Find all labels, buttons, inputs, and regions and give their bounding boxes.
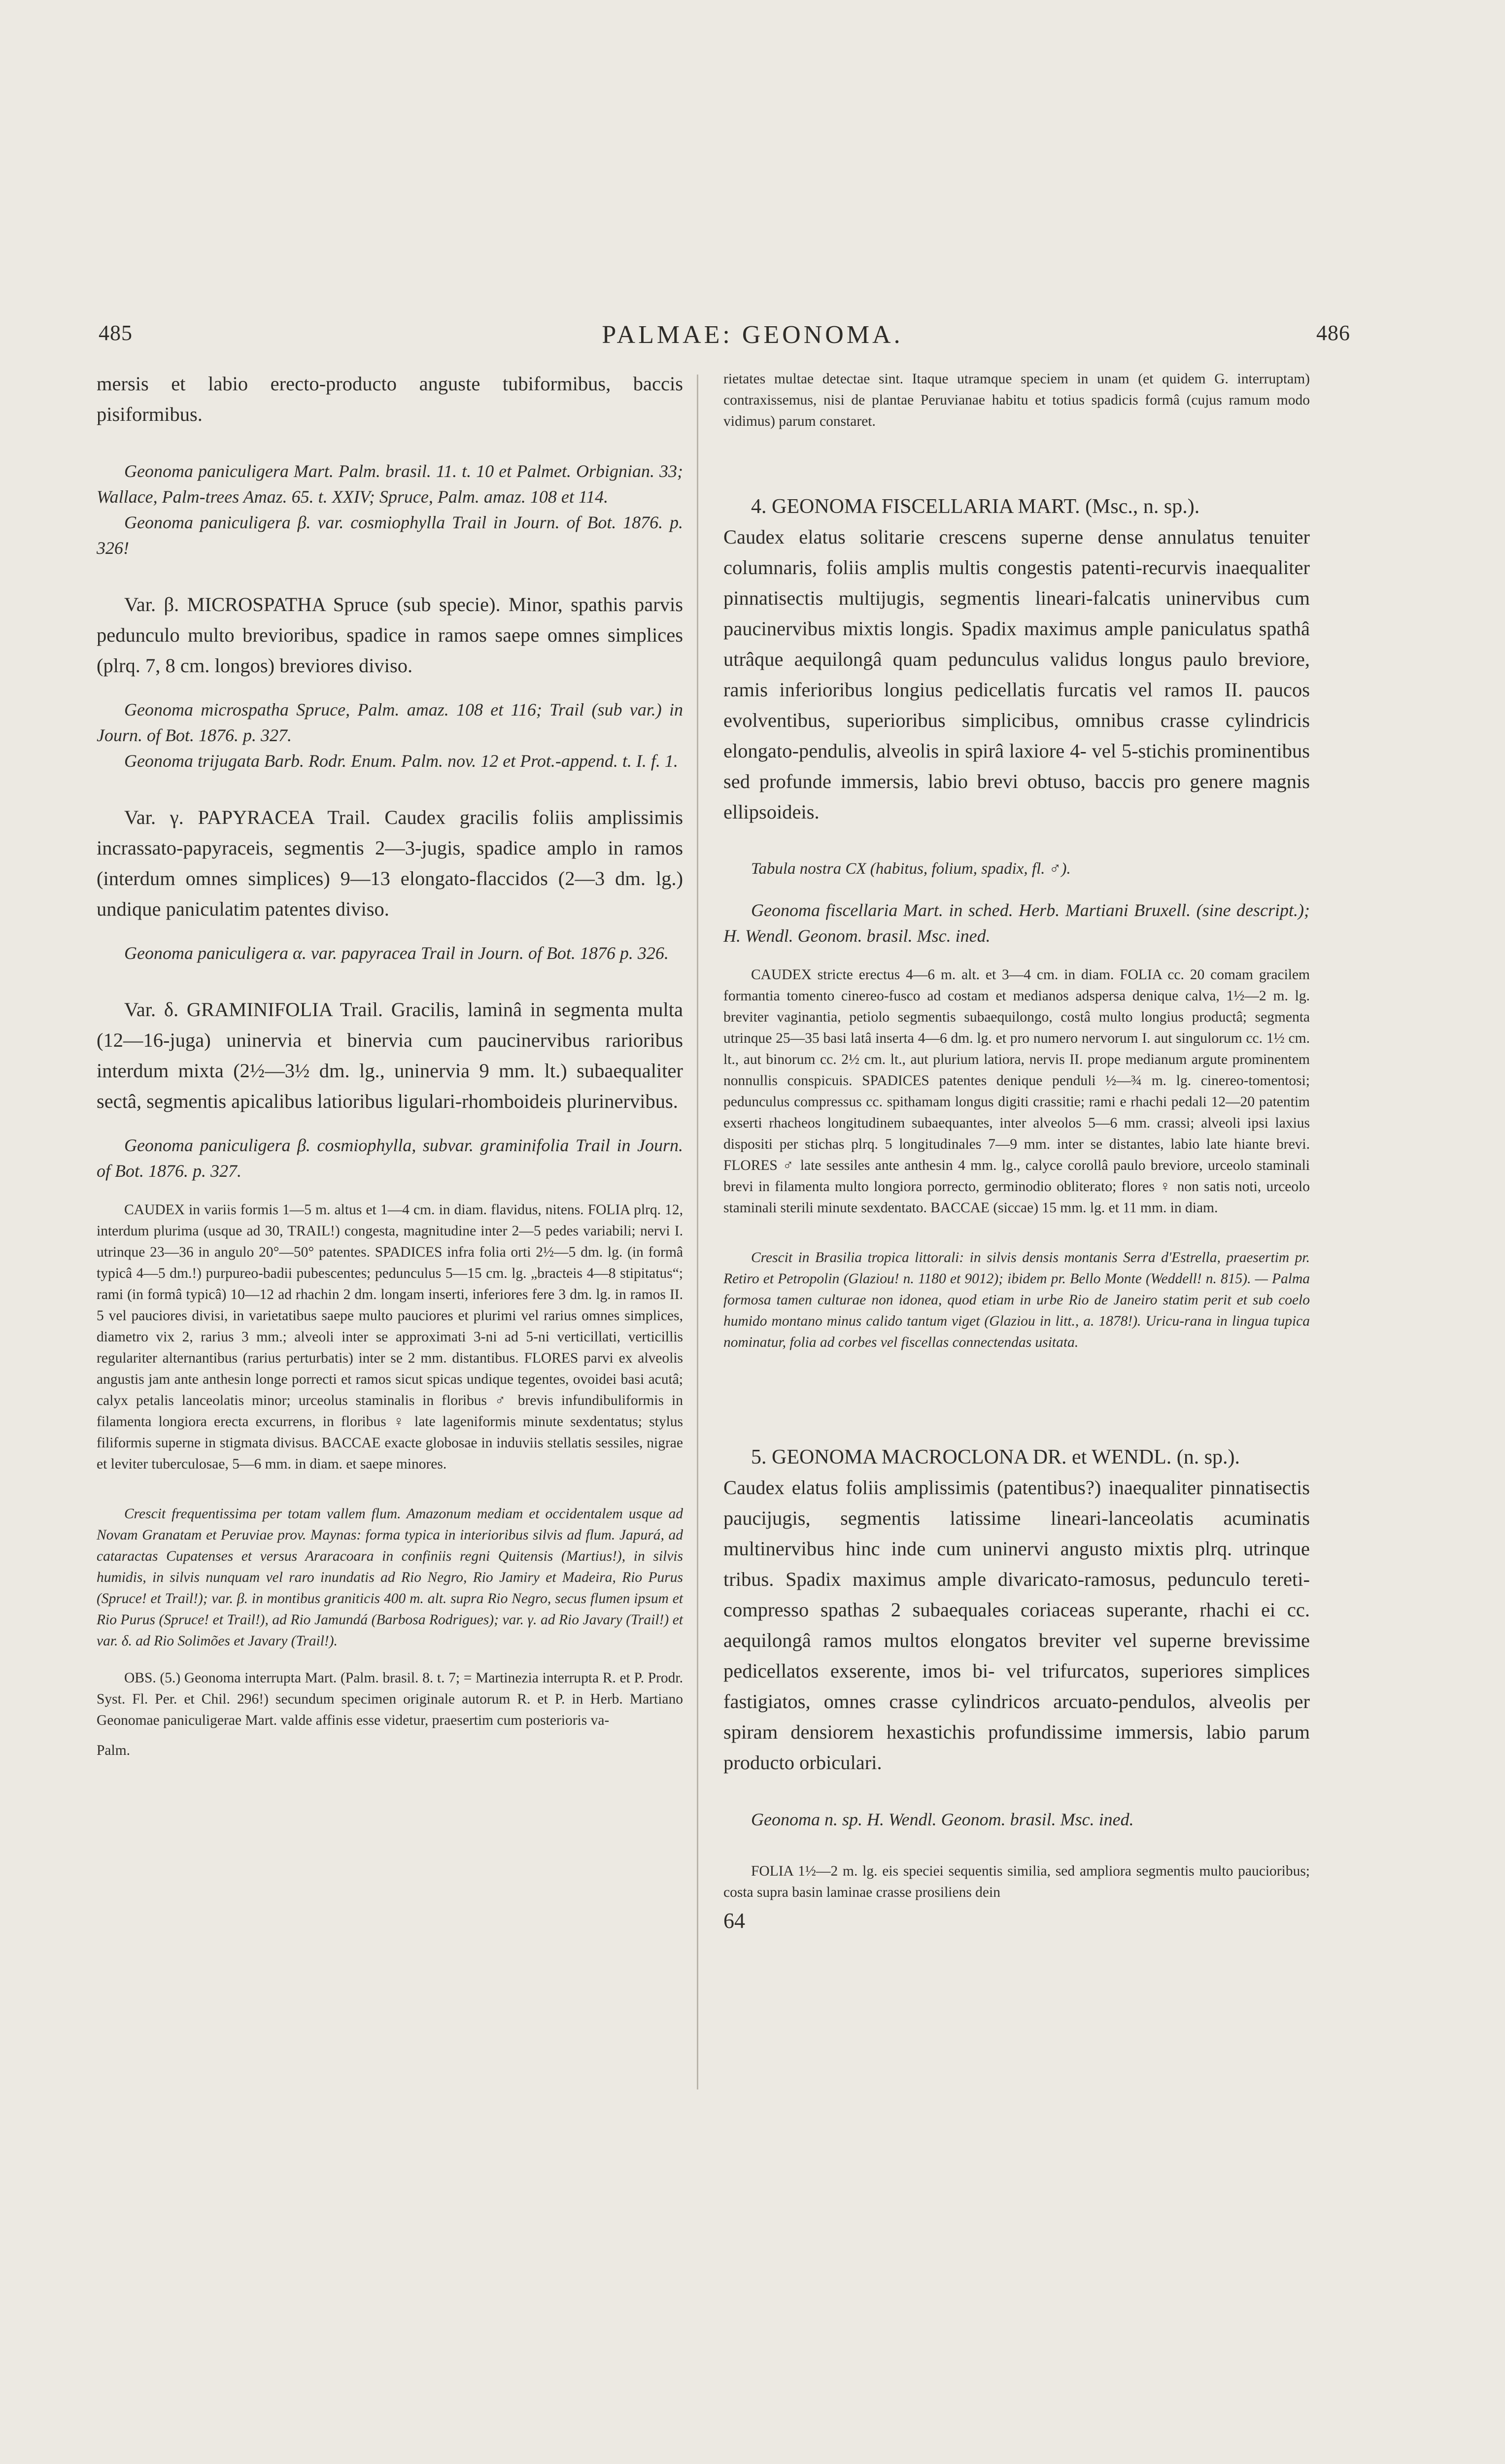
plate-reference: Tabula nostra CX (habitus, folium, spadix, fl. ♂). xyxy=(751,860,1071,878)
distribution-text: Crescit in Brasilia tropica littorali: in silvis densis montanis Serra d'Estrella, praesertim pr. Retiro et Petropolin (Glaziou! n. 1180 et 9012); ibidem pr. Bello Monte (Weddell! n. 815). — Palma formosa tamen culturae non idonea, quod etiam in urbe Rio de Janeiro statim perit et sub coelo humido montano minus calido tantum viget (Glaziou in litt., a. 1878!). Uricu-rana in lingua tupica nominatur, folia ad corbes vel fiscellas connectendas usitata. xyxy=(723,1250,1310,1350)
synonymy: Geonoma paniculigera Mart. Palm. brasil. 11. t. 10 et Palmet. Orbignian. 33; Wallace, Palm-trees Amaz. 65. t. XXIV; Spruce, Palm. amaz. 108 et 114. xyxy=(97,461,683,507)
continuation-word: Palm. xyxy=(97,1743,131,1758)
left-column xyxy=(97,369,683,1761)
paragraph: mersis et labio erecto-producto anguste tubiformibus, baccis pisiformibus. xyxy=(97,373,683,425)
page-number-left: 485 xyxy=(99,321,133,345)
page-number-right: 486 xyxy=(1316,321,1350,345)
signature-number: 64 xyxy=(723,1909,745,1933)
paragraph: rietates multae detectae sint. Itaque utramque speciem in unam (et quidem G. interruptam) contraxissemus, nisi de plantae Peruvianae habitu et totius spadicis formâ (cujus ramum modo vidimus) parum constaret. xyxy=(723,371,1310,429)
species-diagnosis: Caudex elatus solitarie crescens superne dense annulatus tenuiter columnaris, foliis amplis multis congestis patenti-recurvis inaequaliter pinnatisectis multijugis, segmentis lineari-falcatis uninervibus cum paucinervibus mixtis longis. Spadix maximus ample paniculatus spathâ utrâque aequilongâ quam pedunculus validus longus paulo breviore, ramis inferioribus longius pedicellatis furcatis vel ramos II. paucos evolventibus, superioribus simplicibus, omnibus crasse cylindricis elongato-pendulis, alveolis in spirâ laxiore 4- vel 5-stichis prominentibus sed profunde immersis, labio brevi obtuso, baccis pro genere magnis ellipsoideis. xyxy=(723,526,1310,823)
synonymy: Geonoma paniculigera α. var. papyracea Trail in Journ. of Bot. 1876 p. 326. xyxy=(124,943,669,963)
variety-description: Var. γ. PAPYRACEA Trail. Caudex gracilis foliis amplissimis incrassato-papyraceis, segmentis 2—3-jugis, spadice amplo in ramos (interdum omnes simplices) 9—13 elongato-flaccidos (2—3 dm. lg.) undique paniculatim patentes diviso. xyxy=(97,806,683,920)
observation-note: OBS. (5.) Geonoma interrupta Mart. (Palm. brasil. 8. t. 7; = Martinezia interrupta R. et P. Prodr. Syst. Fl. Per. et Chil. 296!) secundum specimen originale autorum R. et P. in Herb. Martiano Geonomae paniculigerae Mart. valde affinis esse videtur, praesertim cum posterioris va- xyxy=(97,1670,683,1728)
synonymy: Geonoma fiscellaria Mart. in sched. Herb. Martiani Bruxell. (sine descript.); H. Wendl. Geonom. brasil. Msc. ined. xyxy=(723,900,1310,946)
morphology-text: FOLIA 1½—2 m. lg. eis speciei sequentis similia, sed ampliora segmentis multo paucioribus; costa supra basin laminae crasse prosiliens dein xyxy=(723,1863,1310,1900)
synonymy: Geonoma paniculigera β. var. cosmiophylla Trail in Journ. of Bot. 1876. p. 326! xyxy=(97,513,683,558)
running-title: PALMAE: GEONOMA. xyxy=(602,321,903,349)
column-divider xyxy=(697,375,698,2089)
synonymy: Geonoma paniculigera β. cosmiophylla, subvar. graminifolia Trail in Journ. of Bot. 1876. p. 327. xyxy=(97,1135,683,1181)
distribution-text: Crescit frequentissima per totam vallem flum. Amazonum mediam et occidentalem usque ad Novam Granatam et Peruviae prov. Maynas: forma typica in interioribus silvis ad flum. Japurá, ad cataractas Cupatenses et versus Araracoara in confiniis regni Quitensis (Martius!), in silvis humidis, in silvis nunquam vel raro inundatis ad Rio Negro, Rio Jamiry et Madeira, Rio Purus (Spruce! et Trail!); var. β. in montibus graniticis 400 m. alt. supra Rio Negro, secus flumen ipsum et Rio Purus (Spruce! et Trail!), ad Rio Jamundá (Barbosa Rodrigues); var. γ. ad Rio Javary (Trail!) et var. δ. ad Rio Solimões et Javary (Trail!). xyxy=(97,1506,683,1649)
species-heading: 4. GEONOMA FISCELLARIA MART. (Msc., n. sp.). xyxy=(751,495,1200,518)
morphology-text: CAUDEX in variis formis 1—5 m. altus et 1—4 cm. in diam. flavidus, nitens. FOLIA plrq. 12, interdum plurima (usque ad 30, TRAIL!) congesta, magnitudine inter 2—5 pedes variabili; nervi I. utrinque 23—36 in angulo 20°—50° patentes. SPADICES infra folia orti 2½—5 dm. lg. (in formâ typicâ 4—5 dm.!) purpureo-badii pubescentes; pedunculus 5—15 cm. lg. „bracteis 4—8 stipitatus“; rami (in formâ typicâ) 10—12 ad rhachin 2 dm. longam inserti, inferiores fere 3 dm. lg. in ramos II. 5 vel pauciores divisi, in varietatibus saepe multo pauciores et plurimi vel rarius omnes simplices, diametro vix 2, rarius 3 mm.; alveoli inter se approximati 3-ni ad 5-ni verticillati, verticillis regulariter alternantibus (rarius perturbatis) inter se 2 mm. distantibus. FLORES parvi ex alveolis angustis jam ante anthesin longe porrecti et ramos sicut spicas undique tegentes, ovoidei basi acutâ; calyx petalis lanceolatis minor; urceolus staminalis in floribus ♂ brevis infundibuliformis in filamenta longiora erecta excurrens, in floribus ♀ late lageniformis minute sexdentatus; stylus filiformis superne in stigmata divisus. BACCAE exacte globosae in induviis stellatis sessiles, nigrae et leviter tuberculosae, 5—6 mm. in diam. et saepe minores. xyxy=(97,1202,683,1472)
right-column xyxy=(723,369,1310,1935)
species-heading: 5. GEONOMA MACROCLONA DR. et WENDL. (n. sp.). xyxy=(751,1446,1240,1469)
variety-description: Var. β. MICROSPATHA Spruce (sub specie). Minor, spathis parvis pedunculo multo brevioribus, spadice in ramos saepe omnes simplices (plrq. 7, 8 cm. longos) breviores diviso. xyxy=(97,593,683,677)
synonymy: Geonoma n. sp. H. Wendl. Geonom. brasil. Msc. ined. xyxy=(751,1810,1134,1829)
synonymy: Geonoma trijugata Barb. Rodr. Enum. Palm. nov. 12 et Prot.-append. t. I. f. 1. xyxy=(124,751,678,771)
species-diagnosis: Caudex elatus foliis amplissimis (patentibus?) inaequaliter pinnatisectis paucijugis, segmentis latissime lineari-lanceolatis acuminatis multinervibus hinc inde cum uninervi angusto mixtis plrq. utrinque tribus. Spadix maximus ample divaricato-ramosus, pedunculo tereti-compresso spathas 2 subaequales coriaceas superante, rhachi ei cc. aequilongâ ramos multos elongatos breviter vel superne brevissime pedicellatos exserente, imos bi- vel trifurcatos, superiores simplices fastigiatos, omnes crasse cylindricos arcuato-pendulos, alveolis per spiram densiorem hexastichis profundissime immersis, labio parum producto orbiculari. xyxy=(723,1476,1310,1774)
morphology-text: CAUDEX stricte erectus 4—6 m. alt. et 3—4 cm. in diam. FOLIA cc. 20 comam gracilem formantia tomento cinereo-fusco ad costam et medianos adspersa denique calva, 1½—2 m. lg. breviter vaginantia, petiolo segmentis subaequilongo, costâ multo longius productâ; segmenta utrinque 25—35 basi latâ inserta 4—6 dm. lg. et pro numero nervorum I. aut singulorum cc. 1½ cm. lt., aut binorum cc. 2½ cm. lt., aut plurium latiora, nervis II. prope medianum argute prominentem nonnullis conspicuis. SPADICES patentes denique penduli ½—¾ m. lg. cinereo-tomentosi; pedunculus compressus cc. spithamam longus digiti crassitie; rami e rhachi pedali 12—20 patentim exserti rhacheos longitudinem subaequantes, inter alveolos 5—6 mm. crassi; alveoli ipsi laxius dispositi per stichas plrq. 5 longitudinales 7—9 mm. inter se distantes, labio late hiante brevi. FLORES ♂ late sessiles ante anthesin 4 mm. lg., calyce corollâ paulo breviore, urceolo staminali brevi in filamenta multo longiora porrecto, germinodio obliterato; flores ♀ non satis noti, urceolo staminali sterili minute sexdentato. BACCAE (siccae) 15 mm. lg. et 11 mm. in diam. xyxy=(723,967,1310,1216)
variety-description: Var. δ. GRAMINIFOLIA Trail. Gracilis, laminâ in segmenta multa (12—16-juga) uninervia et binervia cum paucinervibus rarioribus interdum mixta (2½—3½ dm. lg., uninervia 9 mm. lt.) subaequaliter sectâ, segmentis apicalibus latioribus ligulari-rhomboideis plurinervibus. xyxy=(97,998,683,1112)
synonymy: Geonoma microspatha Spruce, Palm. amaz. 108 et 116; Trail (sub var.) in Journ. of Bot. 1876. p. 327. xyxy=(97,700,683,745)
